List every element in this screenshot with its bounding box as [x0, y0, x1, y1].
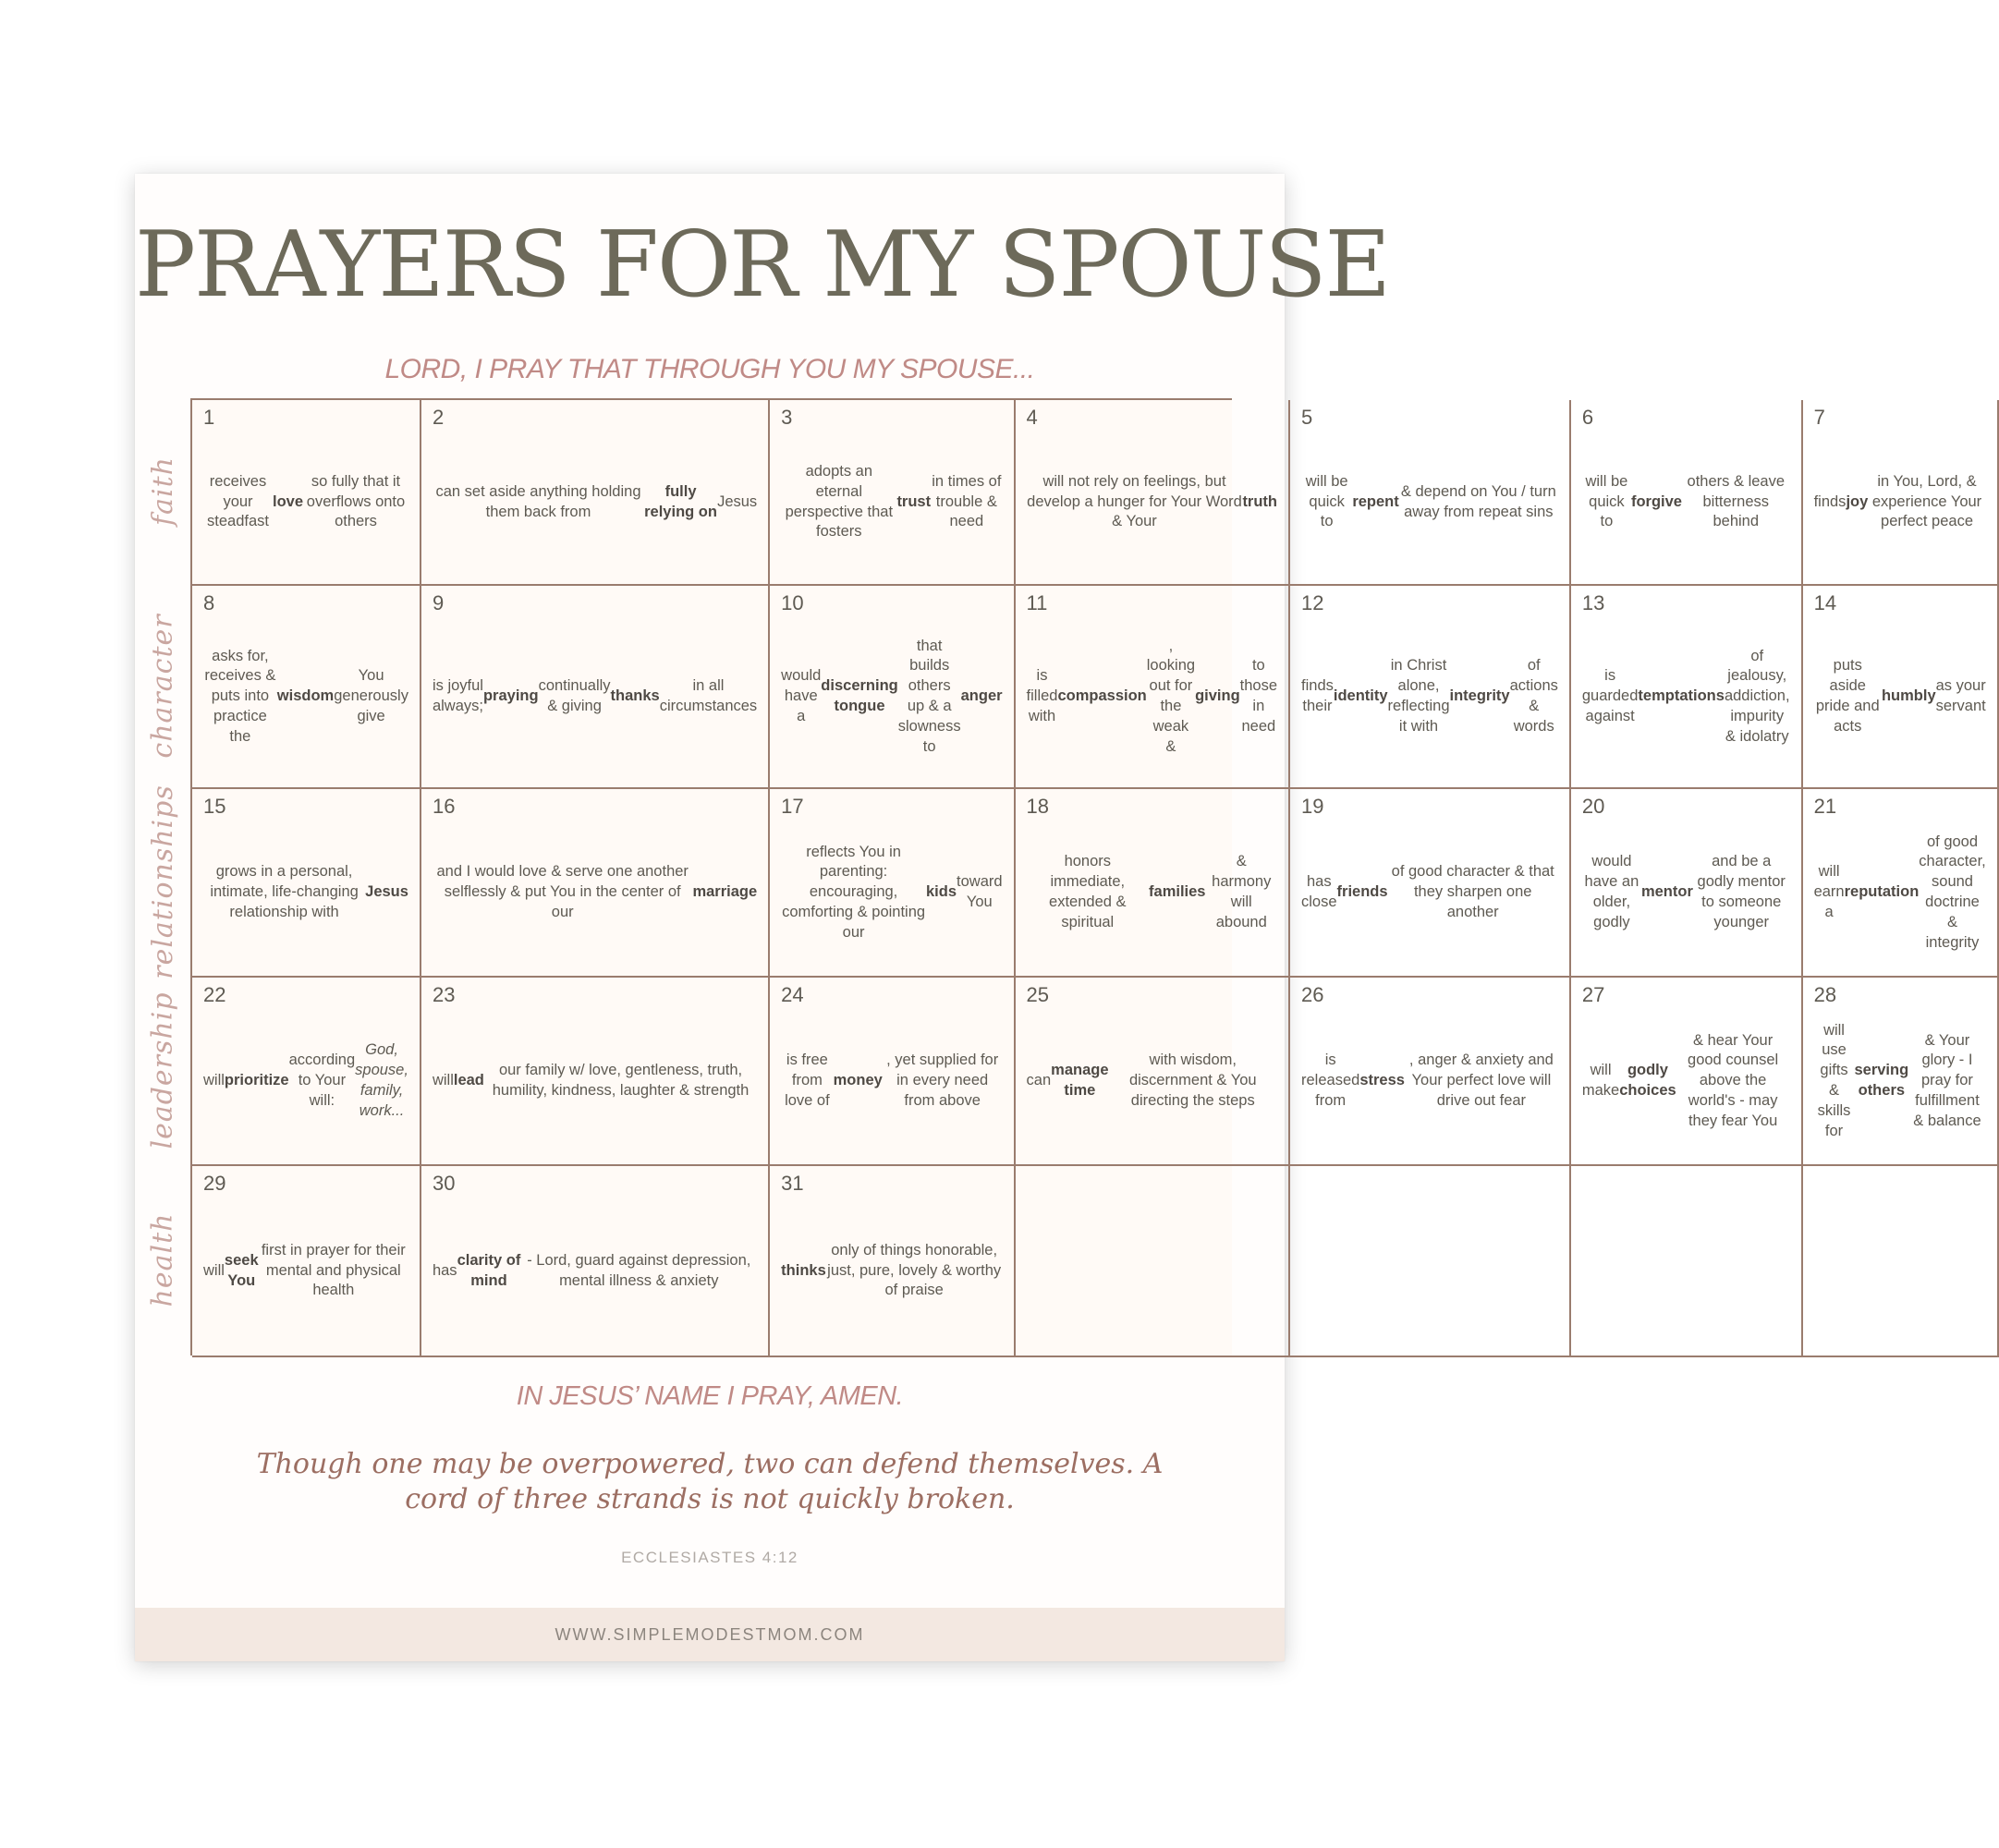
- day-number: 3: [781, 406, 793, 429]
- day-number: 6: [1581, 406, 1594, 429]
- day-prayer-text: adopts an eternal perspective that fosters trust in times of trouble & need: [785, 462, 1002, 541]
- day-number: 17: [781, 795, 804, 818]
- day-cell-16: [421, 789, 770, 978]
- empty-cell: [1016, 1166, 1290, 1357]
- category-character: character: [146, 613, 179, 759]
- day-number: 21: [1813, 795, 1837, 818]
- day-cell-27: [1571, 978, 1803, 1166]
- day-cell-30: [421, 1166, 770, 1357]
- day-prayer-text: honors immediate, extended & spiritual families & harmony will abound: [1049, 853, 1272, 930]
- day-cell-12: [1290, 586, 1571, 789]
- page-title: PRAYERS FOR MY SPOUSE: [135, 213, 1389, 318]
- day-number: 10: [781, 591, 804, 614]
- day-cell-23: [421, 978, 770, 1166]
- day-cell-3: [770, 400, 1015, 586]
- day-number: 1: [203, 406, 215, 429]
- day-number: 25: [1026, 983, 1050, 1006]
- day-cell-4: [1016, 400, 1290, 586]
- day-number: 16: [432, 795, 456, 818]
- day-cell-20: [1571, 789, 1803, 978]
- day-prayer-text: finds their identity in Christ alone, reflecting it with integrity of actions & words: [1301, 657, 1558, 735]
- day-cell-6: [1571, 400, 1803, 586]
- day-cell-2: [421, 400, 770, 586]
- day-number: 23: [432, 983, 456, 1006]
- day-prayer-text: [1027, 1175, 1277, 1346]
- day-number: 12: [1301, 591, 1324, 614]
- day-cell-26: [1290, 978, 1571, 1166]
- day-prayer-text: is guarded against temptations of jealousy, addiction, impurity & idolatry: [1581, 647, 1790, 745]
- day-prayer-text: would have a discerning tongue that builds others up & a slowness to anger: [781, 637, 1003, 755]
- page-subtitle: LORD, I PRAY THAT THROUGH YOU MY SPOUSE...: [384, 354, 1035, 384]
- day-prayer-text: and I would love & serve one another selflessly & put You in the center of our marriage: [436, 863, 758, 920]
- day-cell-25: [1016, 978, 1290, 1166]
- day-prayer-text: is released from stress , anger & anxiety and Your perfect love will drive out fear: [1301, 1052, 1554, 1109]
- day-cell-5: [1290, 400, 1571, 586]
- day-number: 4: [1026, 406, 1038, 429]
- day-prayer-text: [1582, 1175, 1790, 1346]
- category-faith: faith: [146, 456, 179, 526]
- closing-prayer: IN JESUS’ NAME I PRAY, AMEN.: [516, 1381, 904, 1411]
- day-cell-9: [421, 586, 770, 789]
- day-prayer-text: thinks only of things honorable, just, pure, lovely & worthy of praise: [781, 1241, 1002, 1299]
- day-prayer-text: will be quick to repent & depend on You / turn away from repeat sins: [1305, 472, 1556, 530]
- day-cell-11: [1016, 586, 1290, 789]
- prayer-calendar-grid: [190, 398, 1986, 1356]
- empty-cell: [1803, 1166, 1999, 1357]
- day-prayer-text: would have an older, godly mentor and be a godly mentor to someone younger: [1584, 853, 1786, 930]
- day-cell-21: [1803, 789, 1999, 978]
- day-number: 29: [203, 1172, 226, 1195]
- category-relationships: relationships: [146, 784, 179, 979]
- day-prayer-text: will be quick to forgive others & leave bitterness behind: [1585, 472, 1786, 530]
- day-number: 2: [432, 406, 445, 429]
- day-number: 27: [1581, 983, 1605, 1006]
- day-prayer-text: is joyful always; praying continually & giving thanks in all circumstances: [432, 677, 758, 714]
- day-prayer-text: has clarity of mind - Lord, guard against depression, mental illness & anxiety: [432, 1251, 751, 1289]
- day-prayer-text: has close friends of good character & that they sharpen one another: [1301, 863, 1554, 920]
- day-prayer-text: can manage time with wisdom, discernment & You directing the steps: [1026, 1052, 1257, 1109]
- day-prayer-text: will prioritize according to Your will: God, spouse, family, work...: [203, 1041, 408, 1119]
- day-number: 28: [1813, 983, 1837, 1006]
- day-prayer-text: grows in a personal, intimate, life-changing relationship with Jesus: [210, 863, 408, 920]
- day-prayer-text: puts aside pride and acts humbly as your servant: [1815, 657, 1986, 735]
- day-number: 20: [1581, 795, 1605, 818]
- day-prayer-text: will make godly choices & hear Your good counsel above the world's - may they fear You: [1581, 1031, 1779, 1129]
- printable-sheet: [135, 174, 1986, 1661]
- day-prayer-text: will not rely on feelings, but develop a hunger for Your Word & Your truth: [1027, 472, 1278, 530]
- day-prayer-text: will earn a reputation of good character, sound doctrine & integrity: [1813, 833, 1986, 951]
- day-prayer-text: will use gifts & skills for serving others & Your glory - I pray for fulfillment & balance: [1817, 1021, 1981, 1139]
- day-cell-31: [770, 1166, 1015, 1357]
- day-number: 31: [781, 1172, 804, 1195]
- day-number: 22: [203, 983, 226, 1006]
- day-prayer-text: [1814, 1175, 1986, 1346]
- day-number: 26: [1301, 983, 1324, 1006]
- day-prayer-text: finds joy in You, Lord, & experience Your perfect peace: [1813, 472, 1982, 530]
- day-number: 13: [1581, 591, 1605, 614]
- day-prayer-text: is filled with compassion , looking out for the weak & giving to those in need: [1026, 637, 1278, 755]
- day-number: 9: [432, 591, 445, 614]
- day-prayer-text: asks for, receives & puts into practice the wisdom You generously give: [204, 647, 408, 745]
- day-cell-17: [770, 789, 1015, 978]
- day-number: 5: [1301, 406, 1313, 429]
- scripture-verse: Though one may be overpowered, two can defend themselves. A cord of three strands is not quickly broken.: [256, 1448, 1164, 1515]
- category-leadership: leadership: [146, 991, 179, 1149]
- day-prayer-text: can set aside anything holding them back from fully relying on Jesus: [435, 482, 758, 520]
- day-cell-13: [1571, 586, 1803, 789]
- empty-cell: [1571, 1166, 1803, 1357]
- day-cell-8: [192, 586, 421, 789]
- day-number: 11: [1026, 591, 1048, 614]
- day-cell-14: [1803, 586, 1999, 789]
- day-number: 30: [432, 1172, 456, 1195]
- day-cell-10: [770, 586, 1015, 789]
- day-number: 8: [203, 591, 215, 614]
- day-prayer-text: will lead our family w/ love, gentleness, truth, humility, kindness, laughter & strength: [432, 1062, 750, 1099]
- day-cell-15: [192, 789, 421, 978]
- day-prayer-text: is free from love of money , yet supplied for in every need from above: [785, 1052, 999, 1109]
- day-number: 14: [1813, 591, 1837, 614]
- day-cell-19: [1290, 789, 1571, 978]
- category-column: [135, 398, 190, 1356]
- day-cell-24: [770, 978, 1015, 1166]
- day-prayer-text: receives your steadfast love so fully that it overflows onto others: [207, 472, 406, 530]
- day-number: 7: [1813, 406, 1825, 429]
- day-prayer-text: reflects You in parenting: encouraging, comforting & pointing our kids toward You: [782, 843, 1003, 941]
- day-cell-29: [192, 1166, 421, 1357]
- day-number: 24: [781, 983, 804, 1006]
- day-cell-18: [1016, 789, 1290, 978]
- category-health: health: [146, 1212, 179, 1307]
- day-cell-1: [192, 400, 421, 586]
- day-cell-22: [192, 978, 421, 1166]
- day-number: 15: [203, 795, 226, 818]
- empty-cell: [1290, 1166, 1571, 1357]
- day-cell-7: [1803, 400, 1999, 586]
- footer-website: WWW.SIMPLEMODESTMOM.COM: [135, 1608, 1285, 1661]
- day-prayer-text: [1301, 1175, 1558, 1346]
- day-cell-28: [1803, 978, 1999, 1166]
- day-number: 19: [1301, 795, 1324, 818]
- day-prayer-text: will seek You first in prayer for their mental and physical health: [203, 1241, 406, 1299]
- day-number: 18: [1026, 795, 1050, 818]
- scripture-reference: ECCLESIASTES 4:12: [621, 1549, 798, 1566]
